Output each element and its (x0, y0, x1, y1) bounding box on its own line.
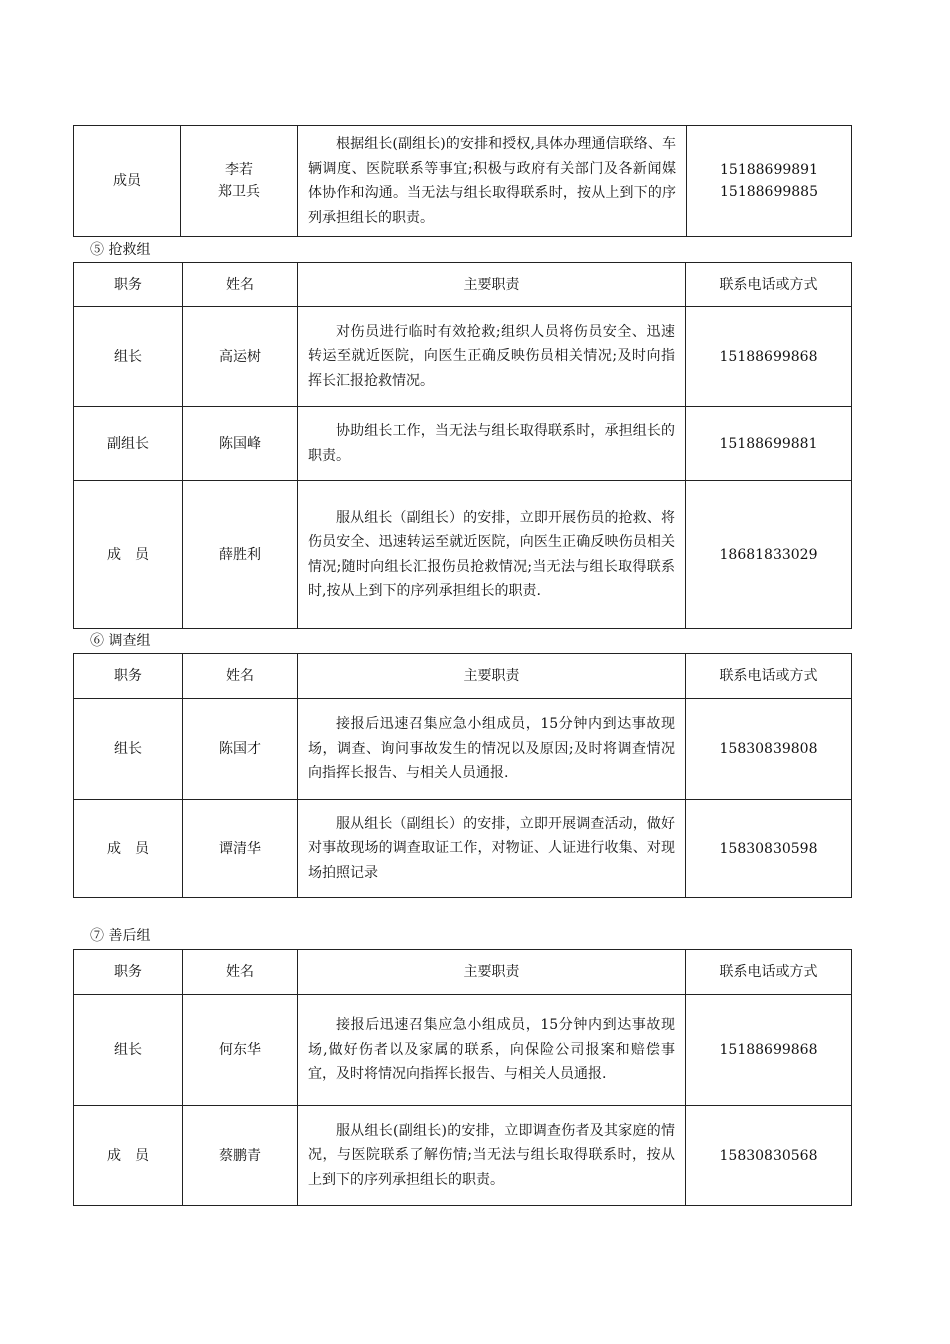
duty-text: 接报后迅速召集应急小组成员，15分钟内到达事故现场,做好伤者以及家属的联系，向保险公司报案和赔偿事宜，及时将情况向指挥长报告、与相关人员通报. (308, 1017, 675, 1083)
duty-cell (298, 1106, 686, 1206)
header-name: 姓名 (183, 263, 298, 307)
top-table (73, 125, 852, 237)
duty-cell (298, 699, 686, 800)
investigation-table (73, 653, 852, 898)
header-role: 职务 (74, 950, 183, 995)
phone-cell: 15188699868 (686, 995, 852, 1106)
phone-2: 15188699885 (720, 184, 818, 200)
section-title-aftermath: ⑦ 善后组 (90, 928, 151, 944)
phone-cell (687, 126, 852, 237)
duty-cell (298, 995, 686, 1106)
duty-text: 服从组长（副组长）的安排，立即开展伤员的抢救、将伤员安全、迅速转运至就近医院，向医生正确反映伤员相关情况;随时向组长汇报伤员抢救情况;当无法与组长取得联系时,按从上到下的序列承担组长的职责. (308, 509, 675, 599)
duty-text: 服从组长（副组长）的安排，立即开展调查活动，做好对事故现场的调查取证工作，对物证、人证进行收集、对现场拍照记录 (308, 815, 675, 881)
role-cell: 成 员 (74, 800, 183, 898)
table-row (74, 481, 852, 629)
phone-cell: 15830839808 (686, 699, 852, 800)
duty-text: 根据组长(副组长)的安排和授权,具体办理通信联络、车辆调度、医院联系等事宜;积极与政府有关部门及各新闻媒体协作和沟通。当无法与组长取得联系时，按从上到下的序列承担组长的职责。 (308, 136, 676, 226)
rescue-table (73, 262, 852, 629)
name-cell: 蔡鹏青 (183, 1106, 298, 1206)
name-2: 郑卫兵 (218, 184, 260, 200)
duty-text: 接报后迅速召集应急小组成员，15分钟内到达事故现场，调查、询问事故发生的情况以及原因;及时将调查情况向指挥长报告、与相关人员通报. (308, 716, 675, 782)
phone-cell: 15188699881 (686, 407, 852, 481)
table-row (74, 800, 852, 898)
table-row (74, 126, 852, 237)
duty-cell (298, 407, 686, 481)
phone-cell: 18681833029 (686, 481, 852, 629)
table-header-row (74, 950, 852, 995)
table-row (74, 307, 852, 407)
table-row (74, 407, 852, 481)
table-row (74, 995, 852, 1106)
duty-cell (298, 481, 686, 629)
name-cell: 陈国峰 (183, 407, 298, 481)
duty-cell (298, 307, 686, 407)
role-cell: 组长 (74, 995, 183, 1106)
section-title-rescue: ⑤ 抢救组 (90, 242, 151, 258)
phone-1: 15188699891 (720, 162, 818, 178)
header-role: 职务 (74, 263, 183, 307)
duty-text: 对伤员进行临时有效抢救;组织人员将伤员安全、迅速转运至就近医院，向医生正确反映伤员相关情况;及时向指挥长汇报抢救情况。 (308, 323, 675, 389)
aftermath-table (73, 949, 852, 1206)
header-phone: 联系电话或方式 (686, 263, 852, 307)
name-cell (181, 126, 298, 237)
role-cell: 组长 (74, 307, 183, 407)
role-cell: 成员 (74, 126, 181, 237)
role-cell: 成 员 (74, 1106, 183, 1206)
name-cell: 高运树 (183, 307, 298, 407)
duty-text: 服从组长(副组长)的安排，立即调查伤者及其家庭的情况，与医院联系了解伤情;当无法与组长取得联系时，按从上到下的序列承担组长的职责。 (308, 1122, 675, 1188)
section-title-investigation: ⑥ 调查组 (90, 633, 151, 649)
header-phone: 联系电话或方式 (686, 950, 852, 995)
duty-cell (298, 126, 687, 237)
table-row (74, 699, 852, 800)
table-row (74, 1106, 852, 1206)
header-duty: 主要职责 (298, 263, 686, 307)
role-cell: 组长 (74, 699, 183, 800)
duty-text: 协助组长工作，当无法与组长取得联系时，承担组长的职责。 (308, 423, 675, 464)
header-name: 姓名 (183, 950, 298, 995)
role-cell: 副组长 (74, 407, 183, 481)
role-cell: 成 员 (74, 481, 183, 629)
header-duty: 主要职责 (298, 950, 686, 995)
table-header-row (74, 263, 852, 307)
header-role: 职务 (74, 654, 183, 699)
header-duty: 主要职责 (298, 654, 686, 699)
name-cell: 薛胜利 (183, 481, 298, 629)
table-header-row (74, 654, 852, 699)
name-cell: 谭清华 (183, 800, 298, 898)
phone-cell: 15188699868 (686, 307, 852, 407)
header-name: 姓名 (183, 654, 298, 699)
header-phone: 联系电话或方式 (686, 654, 852, 699)
phone-cell: 15830830568 (686, 1106, 852, 1206)
name-cell: 何东华 (183, 995, 298, 1106)
name-1: 李若 (225, 162, 253, 178)
name-cell: 陈国才 (183, 699, 298, 800)
phone-cell: 15830830598 (686, 800, 852, 898)
duty-cell (298, 800, 686, 898)
